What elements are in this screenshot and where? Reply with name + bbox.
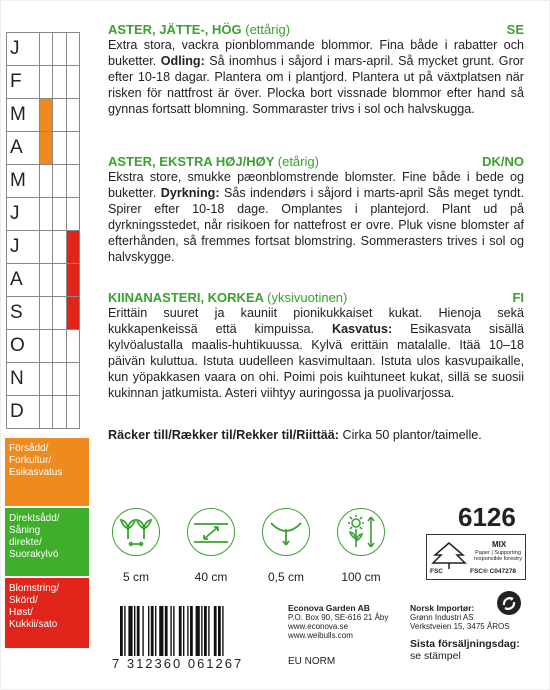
body-text-b: Så inomhus i såjord i mars-april. Så mycket grunt. Gror efter 10-18 dagar. Plantera om i plantjord. Plantera ut på växtplatsen när risken för nattfrost är över. Plocka bort vissnade blommor efter hand så gynnas fortsatt blomning. Sommaraster trivs i sol och halvskugga.: [108, 54, 524, 116]
month-letter: A: [10, 269, 23, 290]
calendar-cell: [39, 99, 52, 131]
barcode-bar: [179, 606, 182, 656]
calendar-cell: [52, 132, 65, 164]
barcode-bar: [170, 606, 171, 656]
month-letter: M: [10, 170, 26, 191]
calendar-cell: [66, 66, 79, 98]
barcode-bar: [137, 606, 140, 656]
calendar-month-row: [7, 396, 79, 428]
month-letter: A: [10, 137, 23, 158]
body-text-a: Erittäin suuret ja kauniit pionikukkaiset kukat. Hienoja sekä kukkapenkeissä että kimpuissa.: [108, 306, 524, 336]
body-text-b: Esikasvata sisällä kylvöalustalla maalis-huhtikuussa. Kylvä erittäin matalalle. Itää 10–18 päivän kuluttua. Istuta uudelleen kasvimultaan. Istuta ulos kasvupaikalle, kun yöpakkasen vaara on ohi. Poimi pois kuihtuneet kukat, sillä se suosii kukinnan jatkumista. Asteri viihtyy auringossa ja puolivarjossa.: [108, 322, 524, 400]
language-code: SE: [506, 22, 524, 37]
calendar-cell: [52, 231, 65, 263]
spacing-label: 5 cm: [122, 570, 149, 584]
fsc-mix: MIX: [492, 540, 507, 549]
barcode-bar: [165, 606, 168, 656]
calendar-cell: [39, 33, 52, 65]
calendar-cell: [52, 264, 65, 296]
company-web1: www.econova.se: [288, 622, 349, 631]
last-sale-value: se stämpel: [410, 650, 461, 662]
section-swedish: [108, 22, 524, 117]
row-spacing-icon: [187, 508, 235, 556]
plant-height-icon: [337, 508, 385, 556]
month-letter: D: [10, 401, 24, 422]
calendar-cell: [39, 330, 52, 362]
calendar-month-row: [7, 264, 79, 297]
barcode-digits: 7 312360 061267: [112, 656, 244, 671]
barcode-bar: [120, 606, 123, 656]
calendar-cell: [52, 99, 65, 131]
barcode-bar: [124, 606, 125, 656]
barcode-bar: [201, 606, 202, 656]
calendar-month-row: [7, 66, 79, 99]
calendar-cell: [66, 297, 79, 329]
month-letter: J: [10, 38, 20, 59]
section-note: (ettårig): [245, 22, 291, 37]
legend-sowing-indoors: Försådd/ Forkultur/ Esikasvatus: [5, 438, 89, 506]
section-title: KIINANASTERI, KORKEA: [108, 290, 264, 305]
last-sale-title: Sista försäljningsdag:: [410, 638, 520, 650]
calendar-cell: [66, 33, 79, 65]
calendar-cell: [39, 264, 52, 296]
fsc-tree-icon: [429, 539, 469, 571]
calendar-month-row: [7, 132, 79, 165]
section-body: [108, 169, 524, 265]
barcode-bar: [183, 606, 184, 656]
calendar-cell: [39, 198, 52, 230]
body-text-a: Extra stora, vackra pionblommande blommor. Fina både i rabatter och buketter.: [108, 38, 524, 68]
calendar-cell: [52, 330, 65, 362]
barcode-bar: [222, 606, 223, 656]
calendar-cell: [39, 396, 52, 428]
spacing-label: 40 cm: [194, 570, 228, 584]
calendar-cell: [39, 165, 52, 197]
section-title: ASTER, EKSTRA HØJ/HØY: [108, 154, 275, 169]
barcode-bar: [214, 606, 217, 656]
barcode-bar: [208, 606, 209, 656]
enough-value: Cirka 50 plantor/taimelle.: [338, 428, 482, 442]
section-note: (etårig): [277, 154, 319, 169]
month-letter: F: [10, 71, 22, 92]
calendar-cell: [66, 330, 79, 362]
legend-direct-sowing: Direktsådd/ Såning direkte/ Suorakylvö: [5, 508, 89, 576]
legend-blooming: Blomstring/ Skörd/ Høst/ Kukkii/sato: [5, 578, 89, 648]
month-letter: O: [10, 335, 25, 356]
importer-address: Verkstveien 15, 3475 ÅROS: [410, 622, 510, 631]
fsc-paper: Paper | Supporting responsible forestry: [474, 550, 522, 562]
barcode-bar: [134, 606, 135, 656]
barcode-bar: [190, 606, 193, 656]
section-body: [108, 37, 524, 117]
calendar-cell: [66, 264, 79, 296]
calendar-cell: [66, 396, 79, 428]
spacing-label: 100 cm: [341, 570, 381, 584]
barcode-bar: [196, 606, 200, 656]
calendar-month-row: [7, 231, 79, 264]
last-sale-day: [410, 638, 520, 662]
company-web2: www.weibulls.com: [288, 631, 353, 640]
sowing-calendar: [6, 32, 80, 429]
calendar-cell: [39, 231, 52, 263]
barcode-bar: [142, 606, 143, 656]
company-info: [288, 604, 408, 640]
barcode-bar: [159, 606, 163, 656]
article-code: 6126: [458, 502, 516, 532]
section-finnish: [108, 290, 524, 401]
calendar-cell: [52, 396, 65, 428]
calendar-cell: [39, 297, 52, 329]
barcode-bar: [187, 606, 188, 656]
importer-title: Norsk Importør:: [410, 603, 475, 613]
enough-for: [108, 428, 524, 442]
barcode: [120, 606, 276, 656]
section-danish-norwegian: [108, 154, 524, 265]
plant-spacing-icon: [112, 508, 160, 556]
calendar-cell: [66, 363, 79, 395]
fsc-code: FSC® C047278: [470, 568, 516, 575]
calendar-cell: [66, 165, 79, 197]
body-bold: Dyrkning:: [160, 186, 220, 200]
calendar-month-row: [7, 297, 79, 330]
barcode-bar: [155, 606, 156, 656]
barcode-bar: [204, 606, 207, 656]
recycle-icon: [496, 590, 522, 616]
calendar-month-row: [7, 363, 79, 396]
section-body: [108, 305, 524, 401]
fsc-label: FSC: [430, 568, 443, 575]
month-letter: J: [10, 203, 20, 224]
barcode-bar: [218, 606, 221, 656]
calendar-month-row: [7, 165, 79, 198]
calendar-cell: [52, 198, 65, 230]
importer-company: Grønn Industri AS: [410, 613, 474, 622]
eu-norm: EU NORM: [288, 656, 336, 667]
calendar-cell: [39, 66, 52, 98]
company-name: Econova Garden AB: [288, 603, 370, 613]
month-letter: S: [10, 302, 23, 323]
importer-info: [410, 604, 510, 631]
section-title: ASTER, JÄTTE-, HÖG: [108, 22, 242, 37]
calendar-cell: [52, 363, 65, 395]
spacing-label: 0,5 cm: [267, 570, 304, 584]
month-letter: J: [10, 236, 20, 257]
sowing-depth-icon: [262, 508, 310, 556]
calendar-cell: [39, 132, 52, 164]
calendar-month-row: [7, 33, 79, 66]
language-code: FI: [512, 290, 524, 305]
section-note: (yksivuotinen): [267, 290, 348, 305]
body-text-b: Sås indendørs i såjord i marts-april Sås meget tyndt. Spirer efter 10-18 dage. Omplantes i plantejord. Plant ud på dyrkningsstedet, når risikoen for nattefrost er ovre. Pluk visne blomster af efterhånden, så fremmes fortsat blomstring. Sommerasters trives i sol og halvskygge.: [108, 186, 524, 264]
month-letter: M: [10, 104, 26, 125]
enough-label: Räcker till/Rækker til/Rekker til/Riittää:: [108, 428, 339, 442]
calendar-cell: [66, 231, 79, 263]
barcode-bar: [173, 606, 174, 656]
language-code: DK/NO: [482, 154, 524, 169]
calendar-cell: [52, 33, 65, 65]
calendar-month-row: [7, 330, 79, 363]
calendar-cell: [52, 165, 65, 197]
body-bold: Kasvatus:: [331, 322, 393, 336]
calendar-cell: [39, 363, 52, 395]
barcode-bar: [148, 606, 149, 656]
body-bold: Odling:: [160, 54, 205, 68]
calendar-cell: [52, 297, 65, 329]
calendar-month-row: [7, 198, 79, 231]
month-letter: N: [10, 368, 24, 389]
calendar-cell: [66, 132, 79, 164]
barcode-bar: [128, 606, 132, 656]
company-address: P.O. Box 90, SE-616 21 Åby: [288, 613, 389, 622]
calendar-cell: [66, 99, 79, 131]
calendar-cell: [66, 198, 79, 230]
body-text-a: Ekstra store, smukke pæonblomstrende blomster. Fine både i bede og buketter.: [108, 170, 524, 200]
barcode-bar: [151, 606, 154, 656]
calendar-month-row: [7, 99, 79, 132]
calendar-cell: [52, 66, 65, 98]
